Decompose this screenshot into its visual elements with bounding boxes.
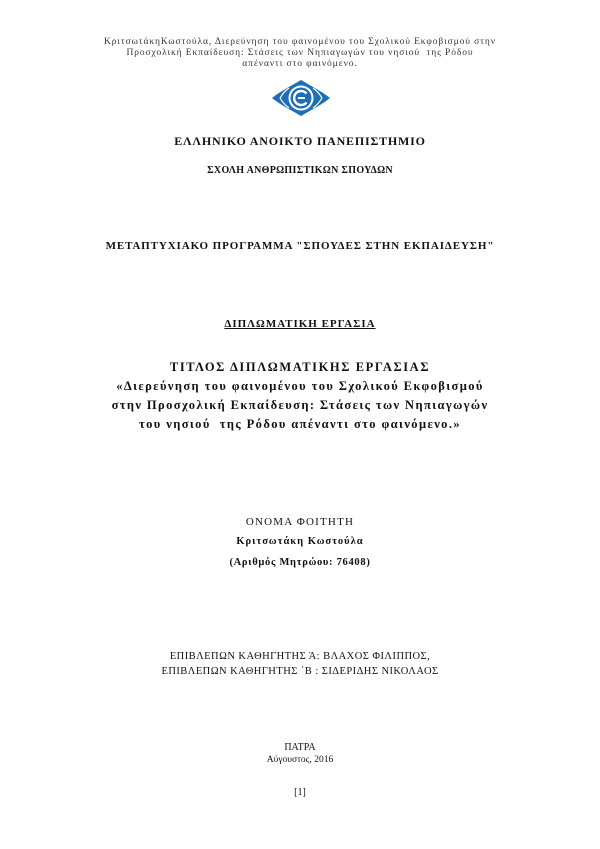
date: Αύγουστος, 2016 xyxy=(266,755,334,765)
school-name: ΣΧΟΛΗ ΑΝΘΡΩΠΙΣΤΙΚΩΝ ΣΠΟΥΔΩΝ xyxy=(207,165,393,176)
supervisor-b: ΕΠΙΒΛΕΠΩΝ ΚΑΘΗΓΗΤΗΣ ΄Β : ΣΙΔΕΡΙΔΗΣ ΝΙΚΟΛΑΟΣ xyxy=(161,666,439,677)
thesis-title-line-3: του νησιού της Ρόδου απέναντι στο φαινόμενο.» xyxy=(139,417,461,431)
document-type: ΔΙΠΛΩΜΑΤΙΚΗ ΕΡΓΑΣΙΑ xyxy=(224,318,376,330)
registration-number: (Αριθμός Μητρώου: 76408) xyxy=(229,557,371,568)
student-name: Κριτσωτάκη Κωστούλα xyxy=(236,536,364,547)
program-name: ΜΕΤΑΠΤΥΧΙΑΚΟ ΠΡΟΓΡΑΜΜΑ "ΣΠΟΥΔΕΣ ΣΤΗΝ ΕΚΠΑΙΔΕΥΣΗ" xyxy=(105,240,495,252)
thesis-title-line-1: «Διερεύνηση του φαινομένου του Σχολικού Εκφοβισμού xyxy=(116,379,484,393)
thesis-title-heading: ΤΙΤΛΟΣ ΔΙΠΛΩΜΑΤΙΚΗΣ ΕΡΓΑΣΙΑΣ xyxy=(169,360,431,374)
university-name: ΕΛΛΗΝΙΚΟ ΑΝΟΙΚΤΟ ΠΑΝΕΠΙΣΤΗΜΙΟ xyxy=(174,134,426,148)
running-header-line-3: απέναντι στο φαινόμενο. xyxy=(242,59,358,69)
hellenic-open-university-logo xyxy=(271,79,331,117)
student-label: ΟΝΟΜΑ ΦΟΙΤΗΤΗ xyxy=(245,516,355,528)
place: ΠΑΤΡΑ xyxy=(284,742,316,753)
running-header-line-1: ΚριτσωτάκηΚωστούλα, Διερεύνηση του φαινομένου του Σχολικού Εκφοβισμού στην xyxy=(104,37,496,47)
page-number: [1] xyxy=(294,787,306,798)
running-header-line-2: Προσχολική Εκπαίδευση: Στάσεις των Νηπιαγωγών του νησιού της Ρόδου xyxy=(126,48,474,58)
thesis-title-line-2: στην Προσχολική Εκπαίδευση: Στάσεις των Νηπιαγωγών xyxy=(111,398,489,412)
supervisor-a: ΕΠΙΒΛΕΠΩΝ ΚΑΘΗΓΗΤΗΣ Ά: ΒΛΑΧΟΣ ΦΙΛΙΠΠΟΣ, xyxy=(169,651,431,662)
